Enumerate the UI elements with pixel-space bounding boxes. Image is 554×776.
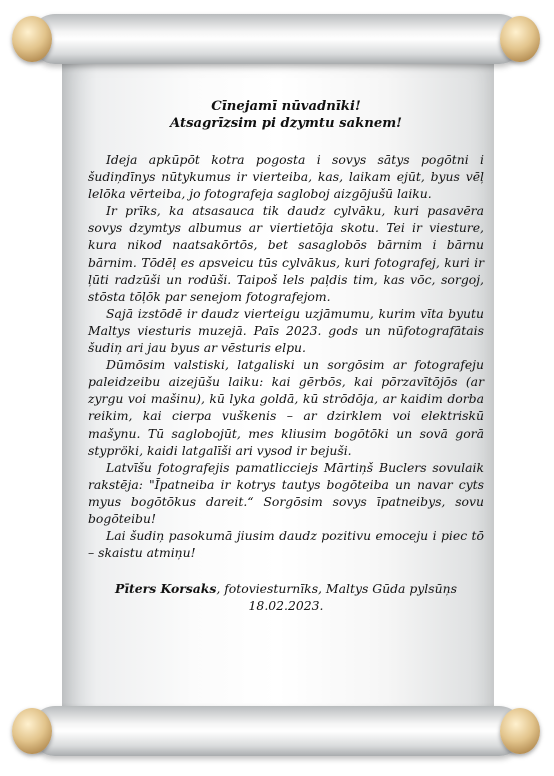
- signature-name: Pīters Korsaks: [115, 581, 217, 597]
- top-left-knob: [12, 16, 52, 62]
- letter-content: [88, 98, 484, 614]
- signature-role: , fotoviesturnīks, Maltys Gūda pylsūņs: [216, 581, 457, 597]
- top-roll: [30, 14, 524, 64]
- signature-date: 18.02.2023.: [248, 598, 324, 614]
- motto-heading: Atsagrīzsim pi dzymtu saknem!: [170, 116, 402, 131]
- paragraph-5: Latvīšu fotografejis pamatlicciejs Mārtiņš Buclers sovulaik rakstēja: "Īpatneiba ir kotrys tautys bogōteiba un navar cyts myus bogōtōkus dareit.“ Sorgōsim sovys īpatneibys, sovu bogōteibu!: [88, 459, 484, 526]
- paragraph-2: Ir prīks, ka atsasauca tik daudz cylvāku, kuri pasavēra sovys dzymtys albumus ar viertietōja skotu. Tei ir viesture, kura nikod naatsakōrtōs, bet sasaglobōs bārnim i bārnu bārnim. Tōdēļ es apsveicu tūs cylvākus, kuri fotografej, kuri ir ļūti radzūši un rodūši. Taipoš lels paļdis tim, kas vōc, sorgoj, stōsta tōļōk par senejom fotografejom.: [88, 203, 484, 304]
- bottom-right-knob: [500, 708, 540, 754]
- paragraph-4: Dūmōsim valstiski, latgaliski un sorgōsim ar fotografeju paleidzeibu aizejūšu laiku: kai gērbōs, kai pōrzavītōjōs (ar zyrgu voi mašinu), kū lyka goldā, kū strōdōja, ar kaidim dorba reikim, kai cierpa vuškenis – ar dzirklem voi elektriskū mašynu. Tū saglobojūt, mes kliusim bogōtōki un sovā gorā stypröki, kaidi latgalīši ari vysod ir bejuši.: [88, 357, 484, 458]
- bottom-roll: [30, 706, 524, 756]
- greeting-heading: Cīnejamī nūvadnīki!: [211, 99, 361, 114]
- top-right-knob: [500, 16, 540, 62]
- bottom-left-knob: [12, 708, 52, 754]
- paragraph-6: Lai šudiņ pasokumā jiusim daudz pozitivu emoceju i piec tō – skaistu atmiņu!: [88, 528, 484, 561]
- paragraph-3: Sajā izstōdē ir daudz vierteigu uzjāmumu, kurim vīta byutu Maltys viesturis muzejā. Paīs 2023. gods un nūfotografātais šudiņ ari jau byus ar vēsturis elpu.: [88, 305, 484, 356]
- signature-block: [88, 580, 484, 614]
- paragraph-1: Ideja apkūpōt kotra pogosta i sovys sātys pogōtni i šudiņdīnys nūtykumus ir vierteiba, kas, laikam ejūt, byus vēļ lelōka vērteiba, jo fotografeja sagloboj aizgōjušū laiku.: [88, 152, 484, 202]
- signature-line: [88, 580, 484, 597]
